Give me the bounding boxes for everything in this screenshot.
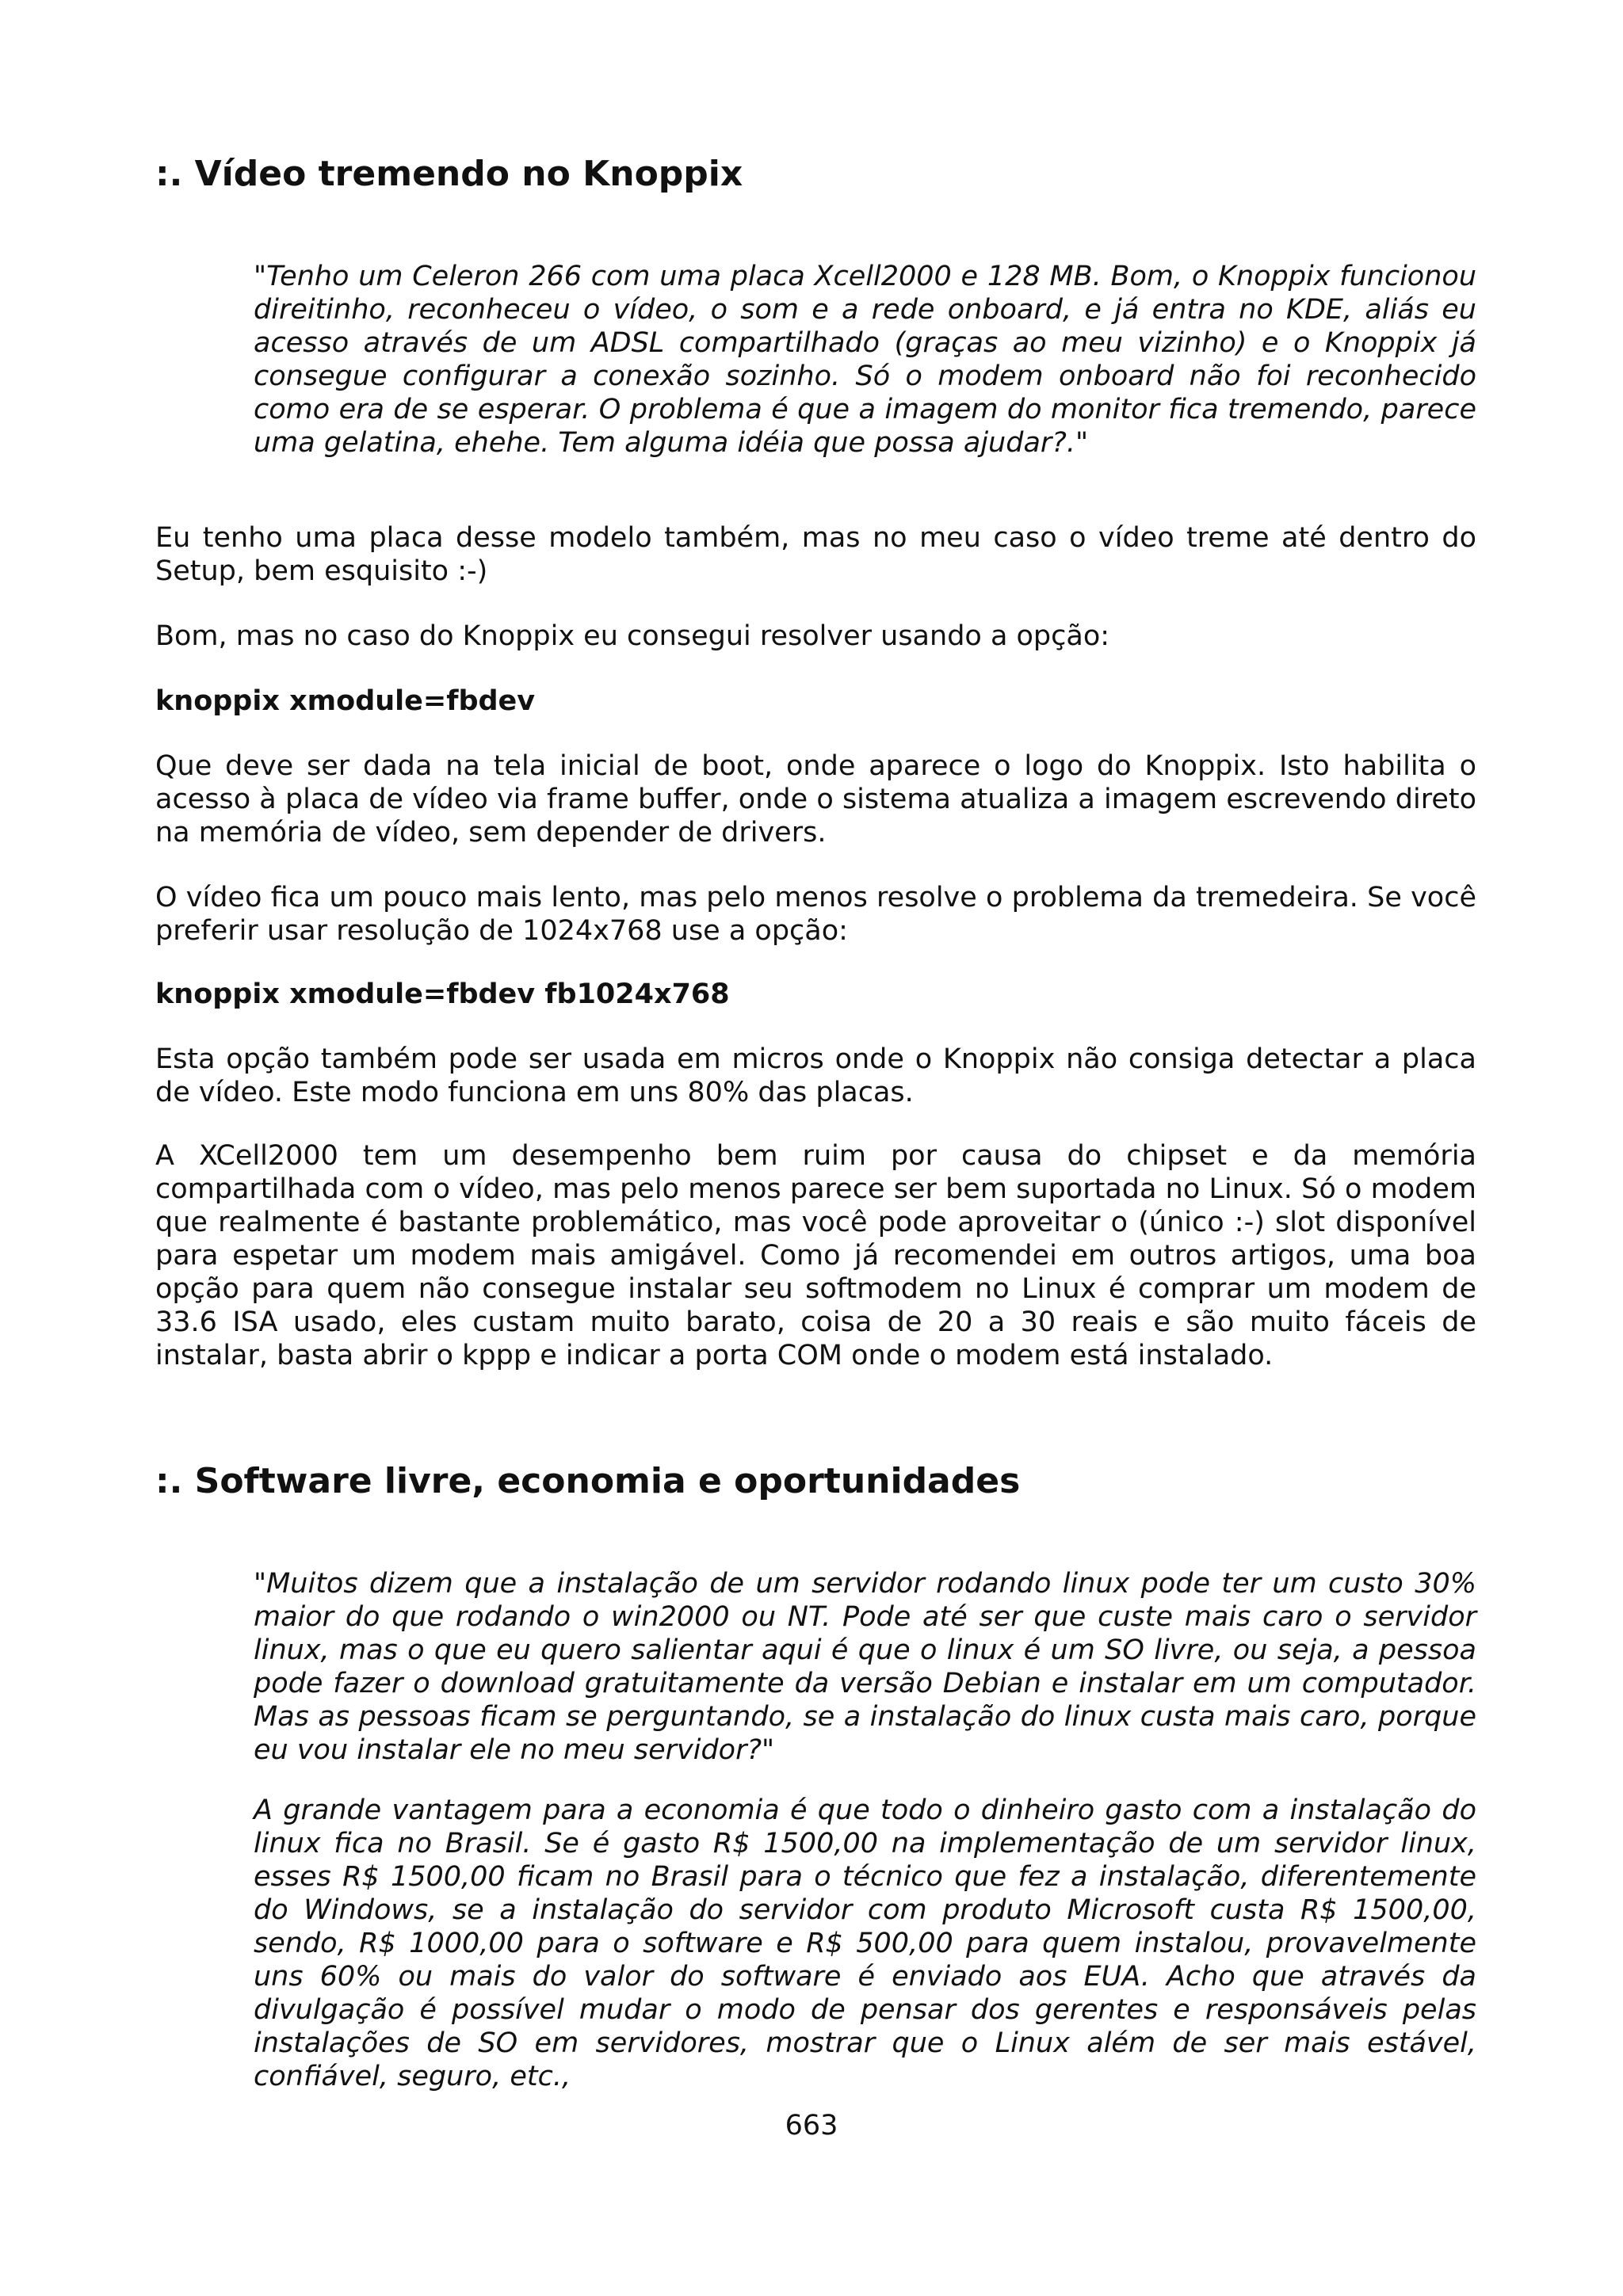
paragraph-outros-micros: Esta opção também pode ser usada em micros onde o Knoppix não consiga detectar a placa de vídeo. Este modo funciona em uns 80% das placas. <box>155 1043 1476 1108</box>
reader-argument-quote: A grande vantagem para a economia é que todo o dinheiro gasto com a instalação do linux fica no Brasil. Se é gasto R$ 1500,00 na implementação de um servidor linux, esses R$ 1500,00 ficam no Brasil para o técnico que fez a instalação, diferentemente do Windows, se a instalação do servidor com produto Microsoft custa R$ 1500,00, sendo, R$ 1000,00 para o software e R$ 500,00 para quem instalou, provavelmente uns 60% ou mais do valor do software é enviado aos EUA. Acho que através da divulgação é possível mudar o modo de pensar dos gerentes e responsáveis pelas instalações de SO em servidores, mostrar que o Linux além de ser mais estável, confiável, seguro, etc., <box>254 1794 1476 2092</box>
page-number: 663 <box>785 2110 838 2142</box>
paragraph-frame-buffer: Que deve ser dada na tela inicial de boot, onde aparece o logo do Knoppix. Isto habilita o acesso à placa de vídeo via frame buffer, onde o sistema atualiza a imagem escrevendo direto na memória de vídeo, sem depender de drivers. <box>155 750 1476 849</box>
section-title-software-livre: :. Software livre, economia e oportunidades <box>155 1461 1021 1501</box>
boot-command-fb1024x768: knoppix xmodule=fbdev fb1024x768 <box>155 978 730 1010</box>
paragraph-knoppix-opcao: Bom, mas no caso do Knoppix eu consegui resolver usando a opção: <box>155 620 1110 652</box>
reader-question-quote-2: "Muitos dizem que a instalação de um servidor rodando linux pode ter um custo 30% maior do que rodando o win2000 ou NT. Pode até ser que custe mais caro o servidor linux, mas o que eu quero salientar aqui é que o linux é um SO livre, ou seja, a pessoa pode fazer o download gratuitamente da versão Debian e instalar em um computador. Mas as pessoas ficam se perguntando, se a instalação do linux custa mais caro, porque eu vou instalar ele no meu servidor?" <box>254 1568 1476 1766</box>
section-title-video-tremendo: :. Vídeo tremendo no Knoppix <box>155 154 743 194</box>
reader-question-quote: "Tenho um Celeron 266 com uma placa Xcell2000 e 128 MB. Bom, o Knoppix funcionou direitinho, reconheceu o vídeo, o som e a rede onboard, e já entra no KDE, aliás eu acesso através de um ADSL compartilhado (graças ao meu vizinho) e o Knoppix já consegue configurar a conexão sozinho. Só o modem onboard não foi reconhecido como era de se esperar. O problema é que a imagem do monitor fica tremendo, parece uma gelatina, ehehe. Tem alguma idéia que possa ajudar?." <box>254 261 1476 459</box>
boot-command-fbdev: knoppix xmodule=fbdev <box>155 685 536 717</box>
paragraph-xcell2000: A XCell2000 tem um desempenho bem ruim por causa do chipset e da memória compartilhada com o vídeo, mas pelo menos parece ser bem suportada no Linux. Só o modem que realmente é bastante problemático, mas você pode aproveitar o (único :-) slot disponível para espetar um modem mais amigável. Como já recomendei em outros artigos, uma boa opção para quem não consegue instalar seu softmodem no Linux é comprar um modem de 33.6 ISA usado, eles custam muito barato, coisa de 20 a 30 reais e são muito fáceis de instalar, basta abrir o kppp e indicar a porta COM onde o modem está instalado. <box>155 1140 1476 1371</box>
paragraph-placa-modelo: Eu tenho uma placa desse modelo também, mas no meu caso o vídeo treme até dentro do Setup, bem esquisito :-) <box>155 522 1476 587</box>
paragraph-resolucao: O vídeo fica um pouco mais lento, mas pelo menos resolve o problema da tremedeira. Se você preferir usar resolução de 1024x768 use a opção: <box>155 882 1476 947</box>
